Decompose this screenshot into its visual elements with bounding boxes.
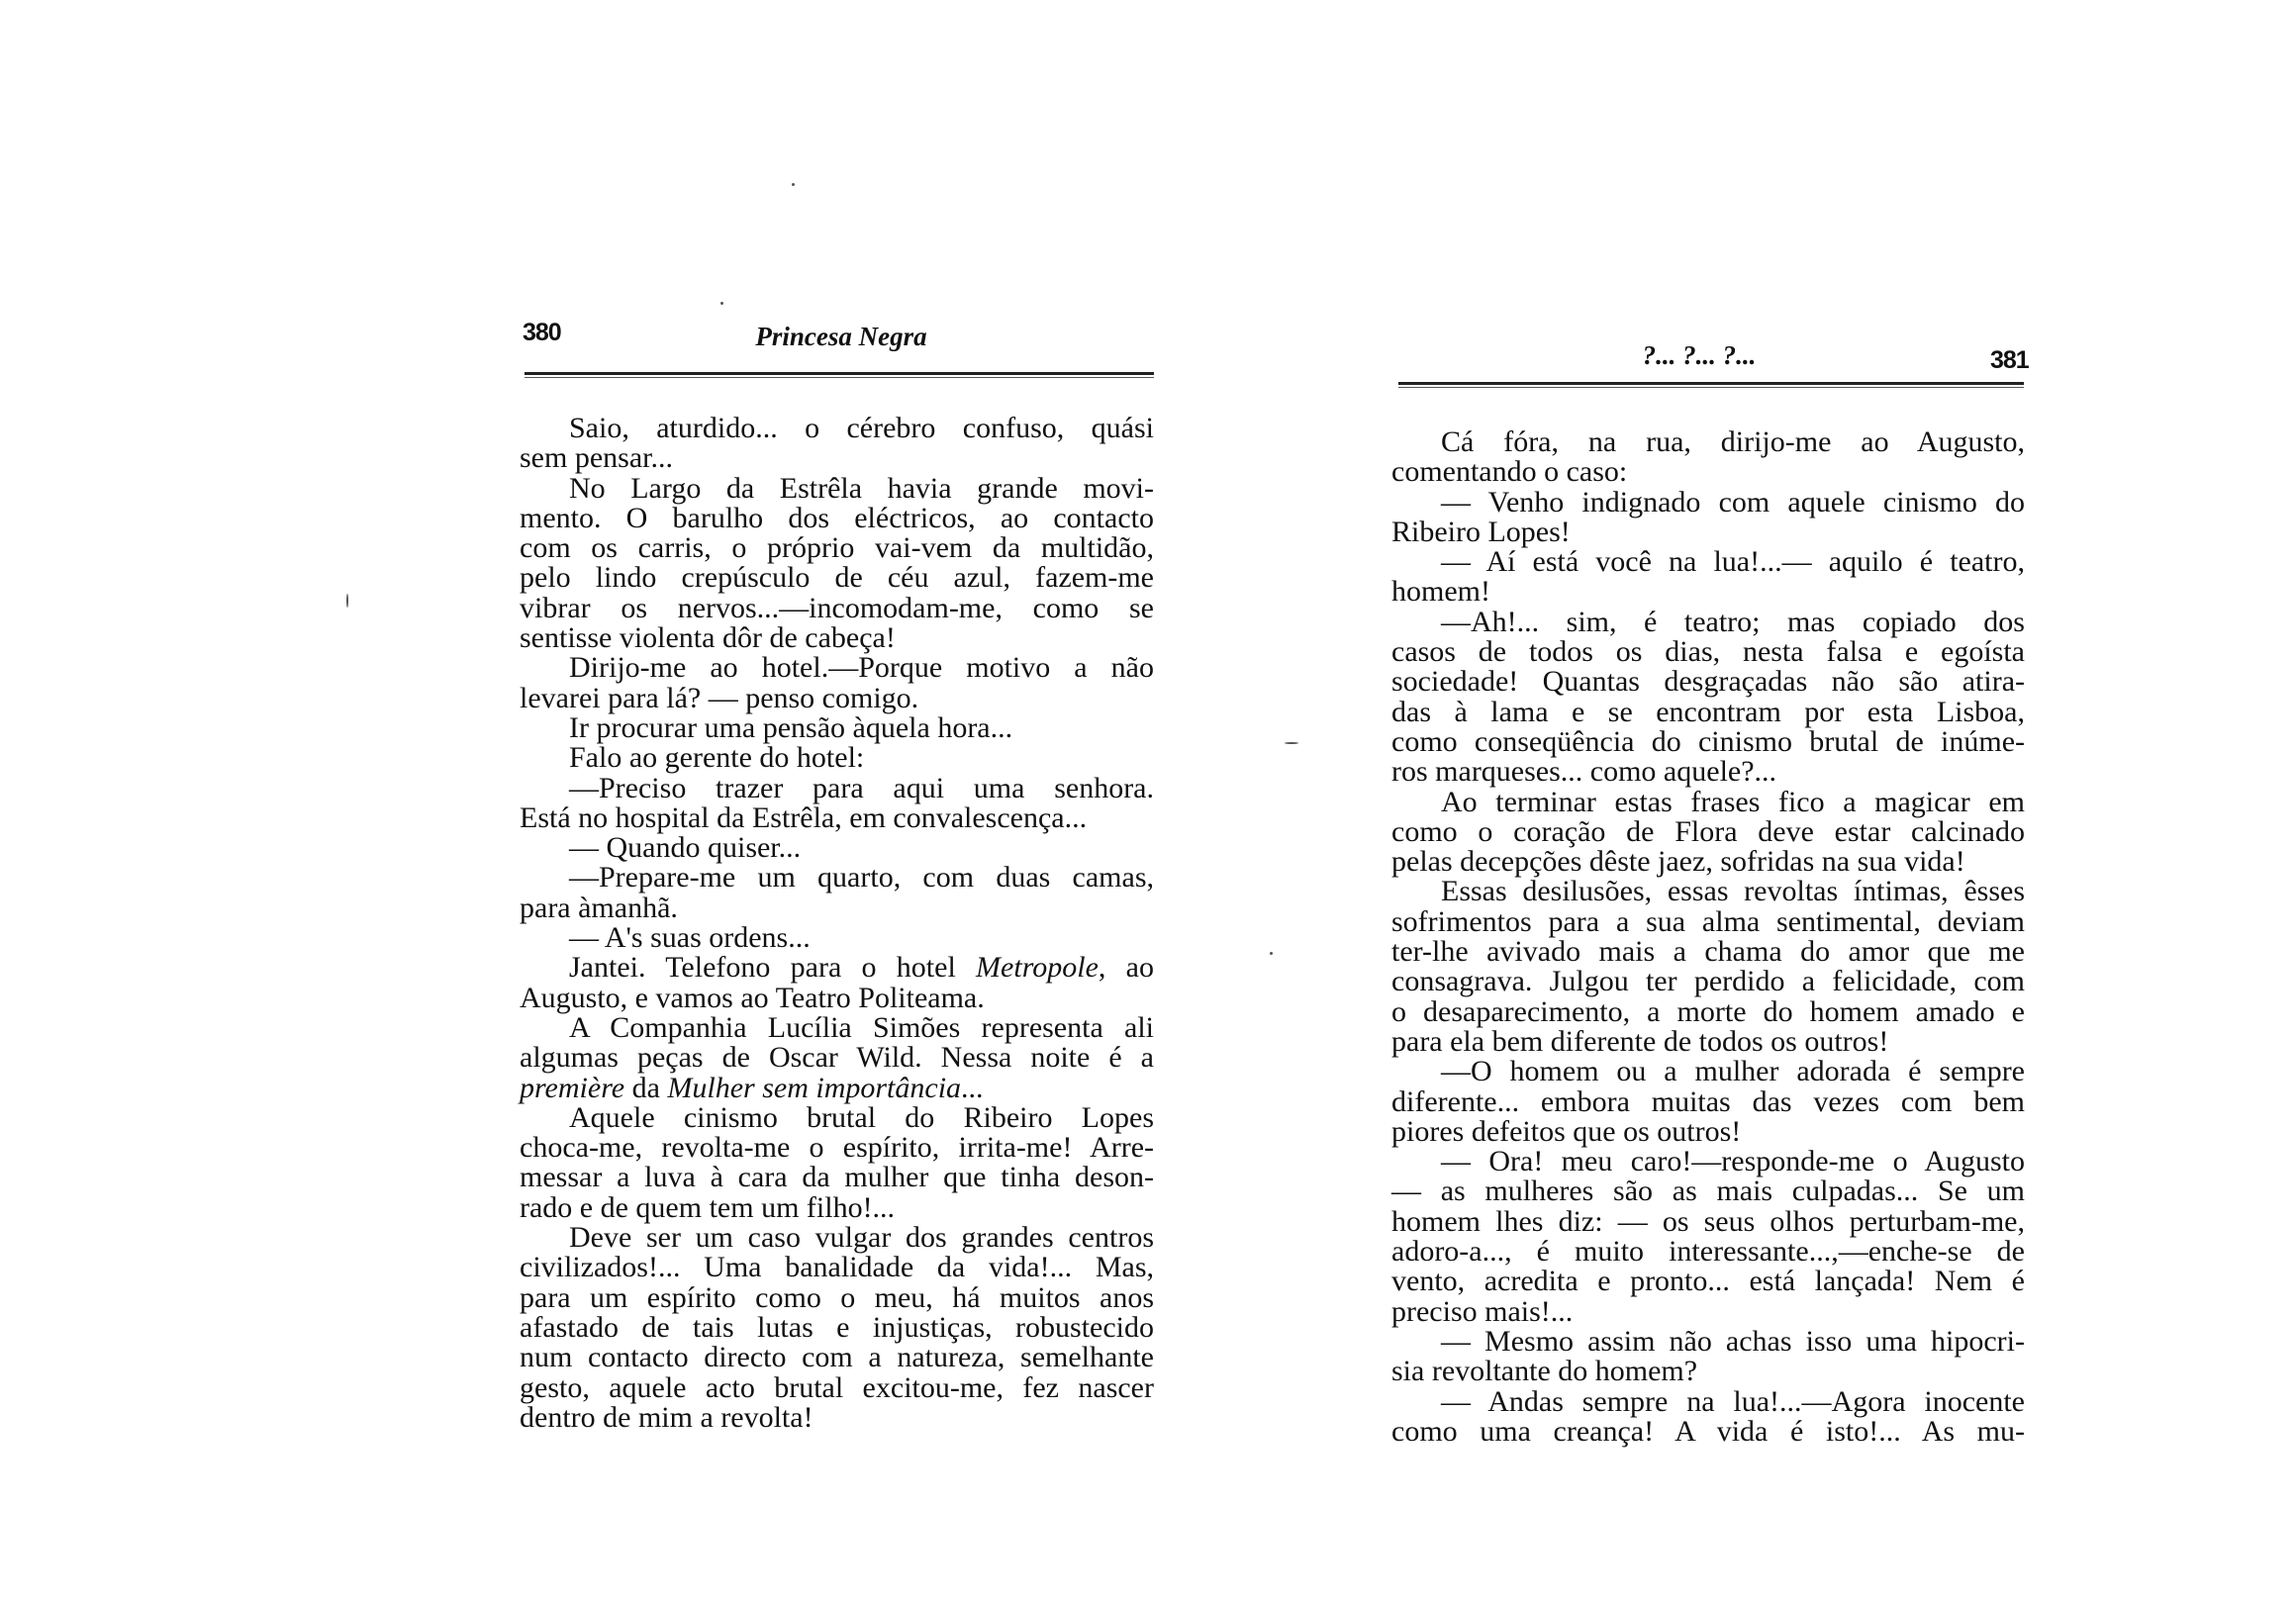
scan-speck (346, 594, 348, 608)
scan-speck (792, 183, 795, 186)
text-line: Saio, aturdido... o cérebro confuso, quási (569, 412, 1154, 444)
text-line: — as mulheres são as mais culpadas... Se um (1391, 1175, 2025, 1208)
text-line (520, 953, 1154, 983)
text-line: diferente... embora muitas das vezes com bem (1391, 1084, 2025, 1118)
text-segment: ... (961, 1071, 984, 1104)
text-line: consagrava. Julgou ter perdido a felicidade, com (1391, 965, 2025, 998)
text-line: como uma creança! A vida é isto!... As mu- (1391, 1414, 2025, 1448)
text-line: pelo lindo crepúsculo de céu azul, fazem-me (520, 561, 1154, 595)
text-line: Cá fóra, na rua, dirijo-me ao Augusto, (1441, 425, 2025, 458)
text-line: algumas peças de Oscar Wild. Nessa noite é a (520, 1041, 1154, 1075)
body-text-column (520, 414, 1154, 1433)
scan-speck (1270, 952, 1273, 955)
text-line: sentisse violenta dôr de cabeça! (520, 621, 896, 655)
scan-speck (720, 302, 723, 305)
text-line: —Preciso trazer para aqui uma senhora. (569, 771, 1154, 804)
text-line: casos de todos os dias, nesta falsa e egoísta (1391, 635, 2025, 669)
text-line: — A's suas ordens... (569, 921, 811, 955)
text-line: das à lama e se encontram por esta Lisboa, (1391, 695, 2025, 728)
text-line: ter-lhe avivado mais a chama do amor que me (1391, 935, 2025, 969)
text-line: rado e de quem tem um filho!... (520, 1190, 896, 1224)
text-line: homem! (1391, 575, 1490, 609)
text-line: gesto, aquele acto brutal excitou-me, fez nascer (520, 1370, 1154, 1404)
text-line: como conseqüência do cinismo brutal de inúme- (1391, 724, 2025, 758)
text-line: piores defeitos que os outros! (1391, 1114, 1742, 1148)
text-line: para àmanhã. (520, 891, 678, 924)
text-line: Dirijo-me ao hotel.—Porque motivo a não (569, 651, 1154, 685)
running-head: ?... ?... ?... (1642, 340, 1757, 370)
text-line: ros marqueses... como aquele?... (1391, 755, 1777, 789)
text-line: — Quando quiser... (569, 831, 802, 865)
text-line: sociedade! Quantas desgraçadas não são atira- (1391, 665, 2025, 699)
text-line: —Ah!... sim, é teatro; mas copiado dos (1441, 605, 2025, 638)
text-line: choca-me, revolta-me o espírito, irrita-me! Arre- (520, 1131, 1154, 1165)
text-segment: , ao (1098, 951, 1154, 985)
text-line: civilizados!... Uma banalidade da vida!... Mas, (520, 1251, 1154, 1284)
text-line: vibrar os nervos...—incomodam-me, como se (520, 591, 1154, 624)
text-line: mento. O barulho dos eléctricos, ao contacto (520, 501, 1154, 534)
text-line: adoro-a..., é muito interessante...,—enche-se de (1391, 1235, 2025, 1269)
text-line: messar a luva à cara da mulher que tinha deson- (520, 1161, 1154, 1194)
text-line (520, 1071, 1154, 1104)
text-line: vento, acredita e pronto... está lançada! Nem é (1391, 1265, 2025, 1298)
text-line: homem lhes diz: — os seus olhos perturbam-me, (1391, 1204, 2025, 1238)
page-number: 381 (1990, 346, 2029, 374)
text-line: preciso mais!... (1391, 1294, 1574, 1328)
text-line: sofrimentos para a sua alma sentimental, deviam (1391, 904, 2025, 938)
text-line: — Mesmo assim não achas isso uma hipocri- (1441, 1324, 2025, 1358)
text-line: — Ora! meu caro!—responde-me o Augusto (1441, 1145, 2025, 1178)
text-line: — Andas sempre na lua!...—Agora inocente (1441, 1384, 2025, 1418)
italic-text: Mulher sem importância (667, 1071, 962, 1104)
text-line: Ir procurar uma pensão àquela hora... (569, 710, 1013, 744)
text-line: sem pensar... (520, 441, 673, 475)
text-line: Essas desilusões, essas revoltas íntimas, êsses (1441, 875, 2025, 908)
text-line: A Companhia Lucília Simões representa ali (569, 1010, 1154, 1044)
text-line: como o coração de Flora deve estar calcinado (1391, 814, 2025, 848)
text-line: Ao terminar estas frases fico a magicar em (1441, 785, 2025, 818)
italic-text: première (520, 1071, 625, 1104)
text-segment: da (624, 1071, 668, 1104)
text-line: No Largo da Estrêla havia grande movi- (569, 471, 1154, 505)
text-line: Está no hospital da Estrêla, em convalescença... (520, 800, 1088, 834)
text-segment: Jantei. Telefono para o hotel (569, 951, 977, 985)
text-line: — Venho indignado com aquele cinismo do (1441, 485, 2025, 518)
text-line: Falo ao gerente do hotel: (569, 741, 865, 775)
text-line: o desaparecimento, a morte do homem amado e (1391, 994, 2025, 1028)
text-line: Ribeiro Lopes! (1391, 515, 1571, 548)
body-text-column (1391, 427, 2025, 1447)
text-line: para ela bem diferente de todos os outros! (1391, 1024, 1889, 1058)
page-number: 380 (523, 319, 561, 346)
text-line: Augusto, e vamos ao Teatro Politeama. (520, 981, 985, 1014)
text-line: sia revoltante do homem? (1391, 1355, 1698, 1388)
text-line: afastado de tais lutas e injustiças, robustecido (520, 1310, 1154, 1344)
text-line: comentando o caso: (1391, 455, 1628, 489)
text-line: Deve ser um caso vulgar dos grandes centros (569, 1221, 1154, 1255)
text-line: —O homem ou a mulher adorada é sempre (1441, 1055, 2025, 1088)
text-line: num contacto directo com a natureza, semelhante (520, 1341, 1154, 1374)
header-rule (525, 372, 1154, 378)
italic-text: Metropole (976, 951, 1099, 985)
text-line: — Aí está você na lua!...— aquilo é teatro, (1441, 545, 2025, 579)
text-line: para um espírito como o meu, há muitos anos (520, 1280, 1154, 1314)
text-line: dentro de mim a revolta! (520, 1400, 813, 1434)
scan-speck (1285, 742, 1298, 744)
text-line: com os carris, o próprio vai-vem da multidão, (520, 531, 1154, 565)
text-line: pelas decepções dêste jaez, sofridas na sua vida! (1391, 845, 1965, 879)
text-line: —Prepare-me um quarto, com duas camas, (569, 861, 1154, 894)
text-line: levarei para lá? — penso comigo. (520, 681, 919, 714)
header-rule (1398, 382, 2024, 388)
text-line: Aquele cinismo brutal do Ribeiro Lopes (569, 1100, 1154, 1134)
running-head: Princesa Negra (755, 322, 927, 351)
